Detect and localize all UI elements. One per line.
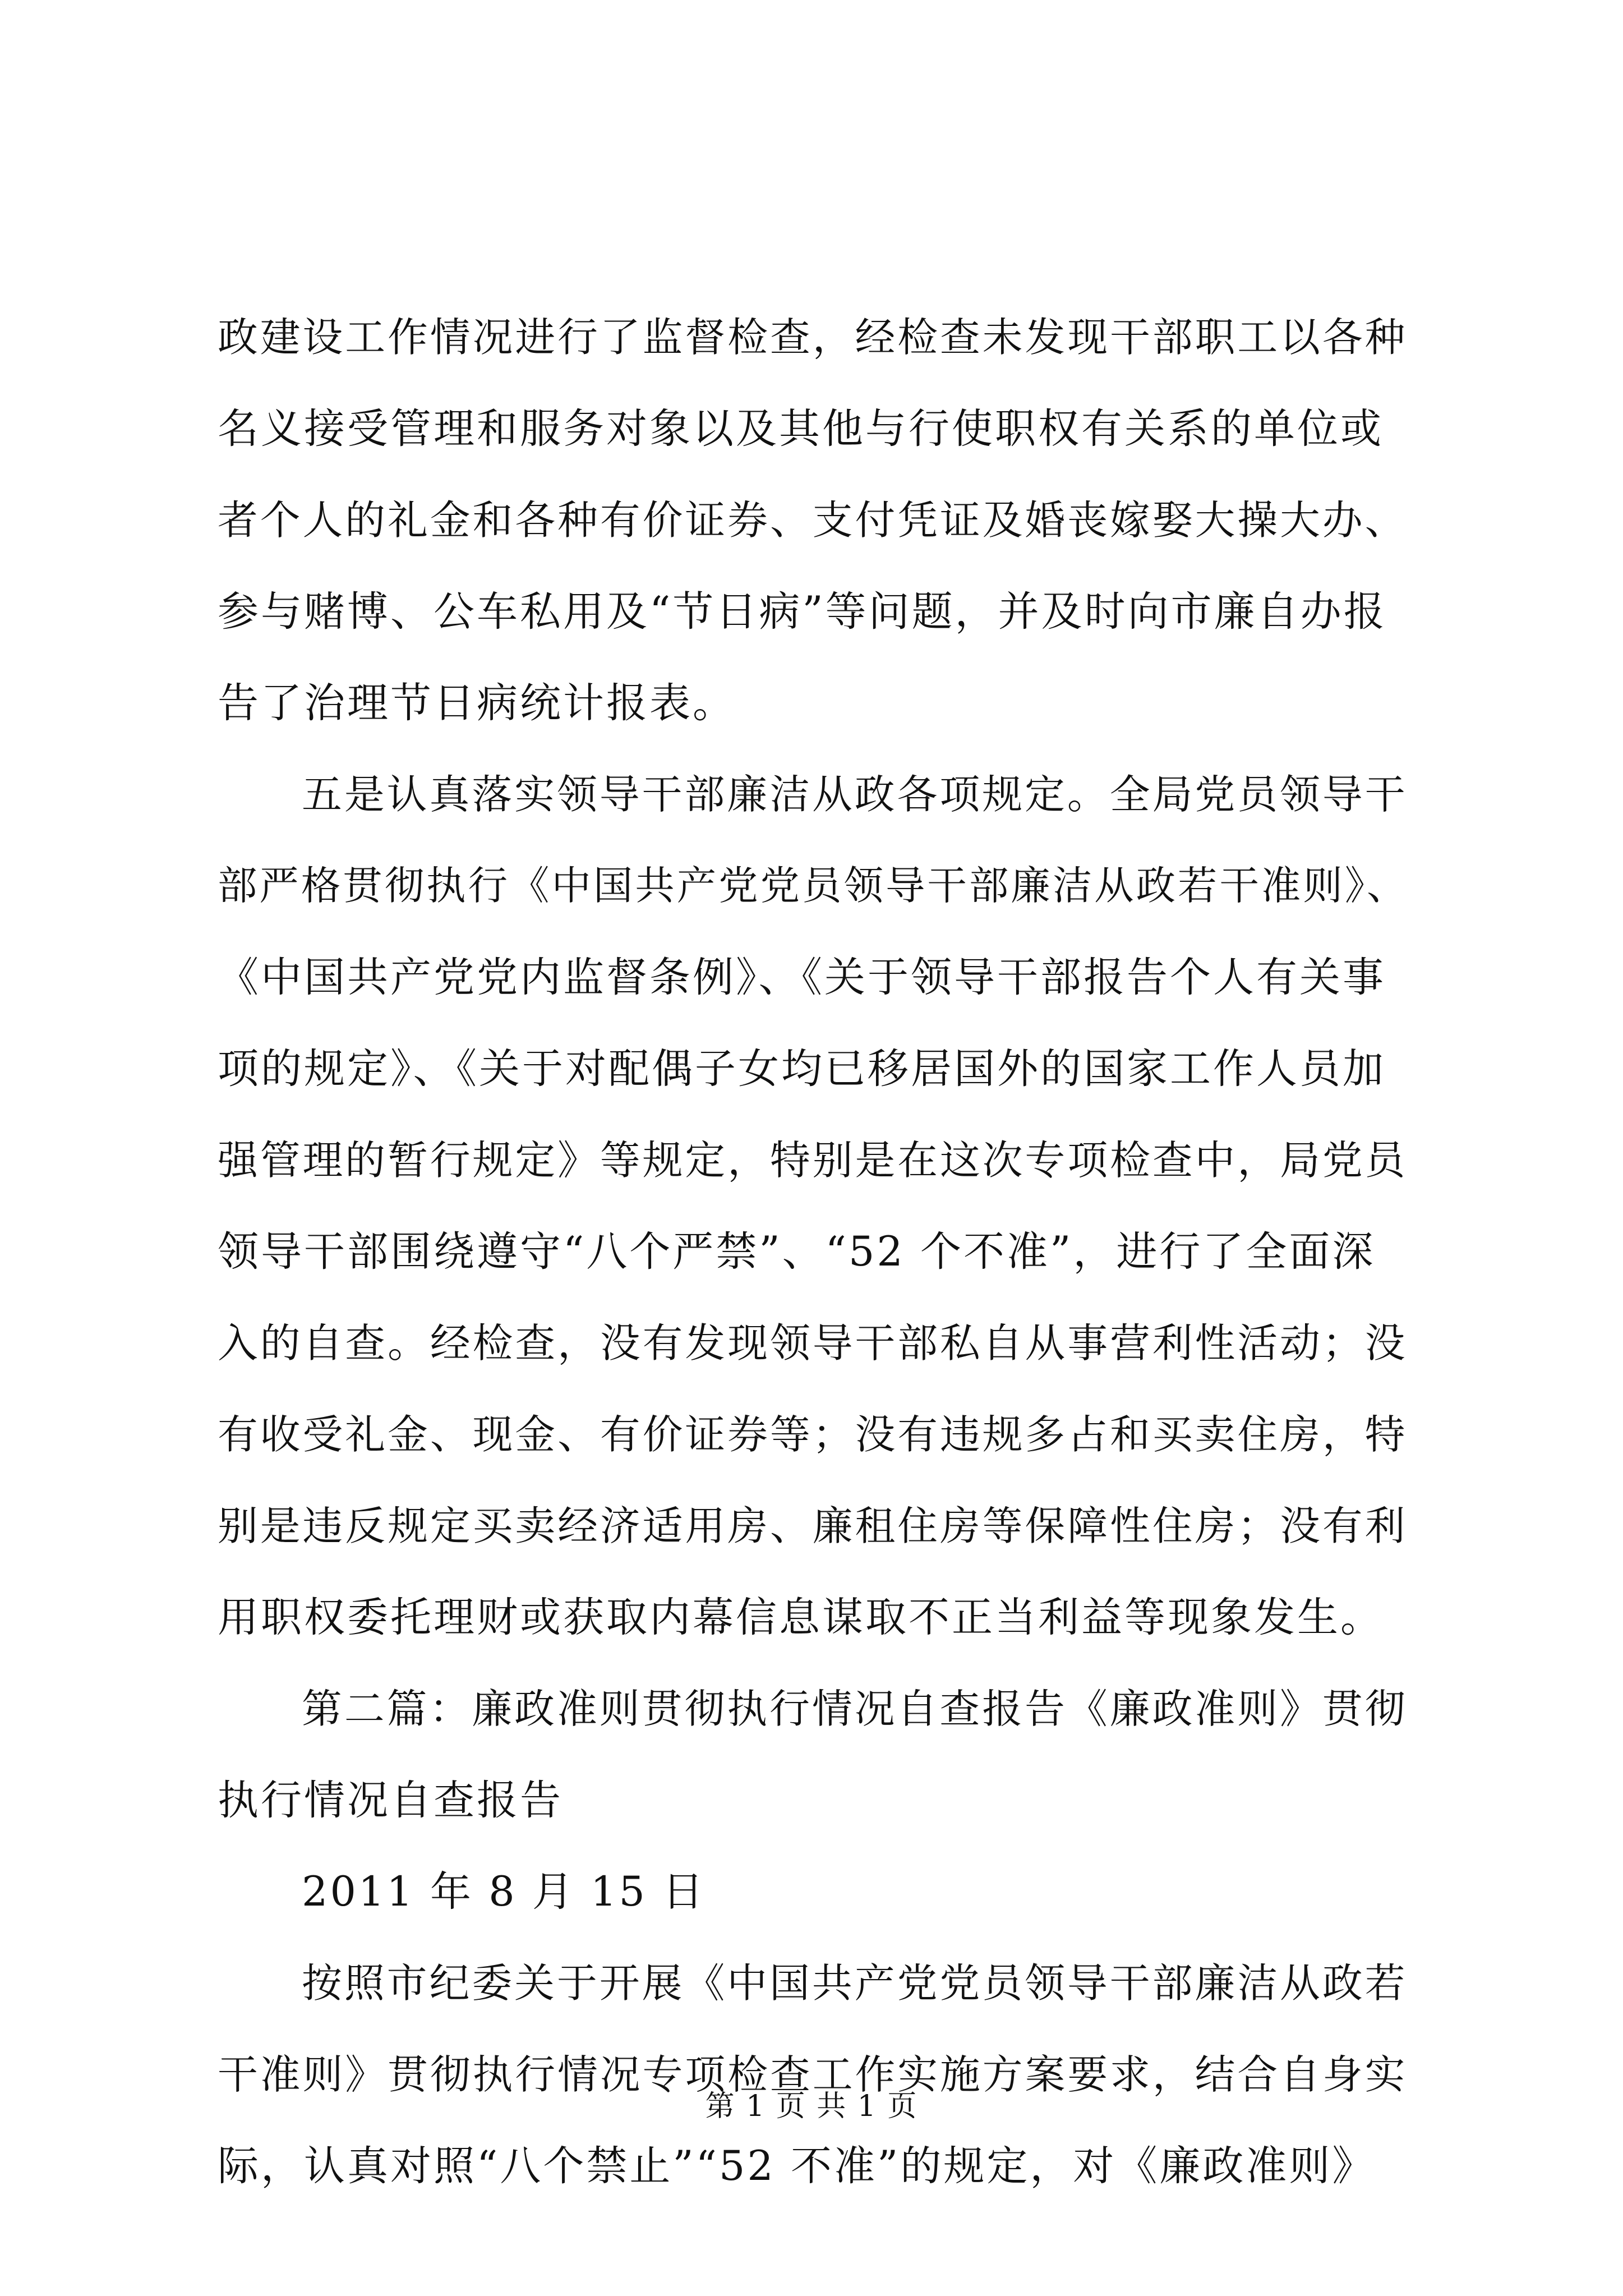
text-line: 名义接受管理和服务对象以及其他与行使职权有关系的单位或 — [218, 405, 1384, 453]
text-line: 2011 年 8 月 15 日 — [302, 1868, 706, 1916]
text-line: 用职权委托理财或获取内幕信息谋取不正当利益等现象发生。 — [218, 1594, 1384, 1641]
text-line: 《中国共产党党内监督条例》、《关于领导干部报告个人有关事 — [218, 954, 1386, 1001]
text-line: 项的规定》、《关于对配偶子女均已移居国外的国家工作人员加 — [218, 1045, 1386, 1093]
text-line: 领导干部围绕遵守“八个严禁”、“52 个不准”，进行了全面深 — [218, 1228, 1376, 1276]
text-line: 部严格贯彻执行《中国共产党党员领导干部廉洁从政若干准则》、 — [218, 863, 1409, 909]
text-line: 参与赌博、公车私用及“节日病”等问题，并及时向市廉自办报 — [218, 588, 1387, 636]
text-line: 第二篇：廉政准则贯彻执行情况自查报告《廉政准则》贯彻 — [302, 1685, 1408, 1732]
text-line: 际，认真对照“八个禁止”“52 不准”的规定，对《廉政准则》 — [218, 2142, 1376, 2190]
text-line: 执行情况自查报告 — [218, 1777, 563, 1824]
text-line: 干准则》贯彻执行情况专项检查工作实施方案要求，结合自身实 — [218, 2051, 1408, 2098]
text-line: 者个人的礼金和各种有价证券、支付凭证及婚丧嫁娶大操大办、 — [218, 496, 1408, 544]
text-line: 入的自查。经检查，没有发现领导干部私自从事营利性活动；没 — [218, 1319, 1408, 1366]
text-line: 别是违反规定买卖经济适用房、廉租住房等保障性住房；没有利 — [218, 1502, 1408, 1549]
page-footer: 第 1 页 共 1 页 — [705, 2090, 918, 2123]
text-line: 强管理的暂行规定》等规定，特别是在这次专项检查中，局党员 — [218, 1137, 1408, 1184]
text-line: 有收受礼金、现金、有价证券等；没有违规多占和买卖住房，特 — [218, 1411, 1408, 1458]
text-line: 政建设工作情况进行了监督检查，经检查未发现干部职工以各种 — [218, 314, 1408, 361]
document-body — [218, 292, 1407, 2212]
text-line: 告了治理节日病统计报表。 — [218, 679, 736, 727]
text-line: 五是认真落实领导干部廉洁从政各项规定。全局党员领导干 — [302, 771, 1408, 818]
text-line: 按照市纪委关于开展《中国共产党党员领导干部廉洁从政若 — [302, 1959, 1408, 2007]
